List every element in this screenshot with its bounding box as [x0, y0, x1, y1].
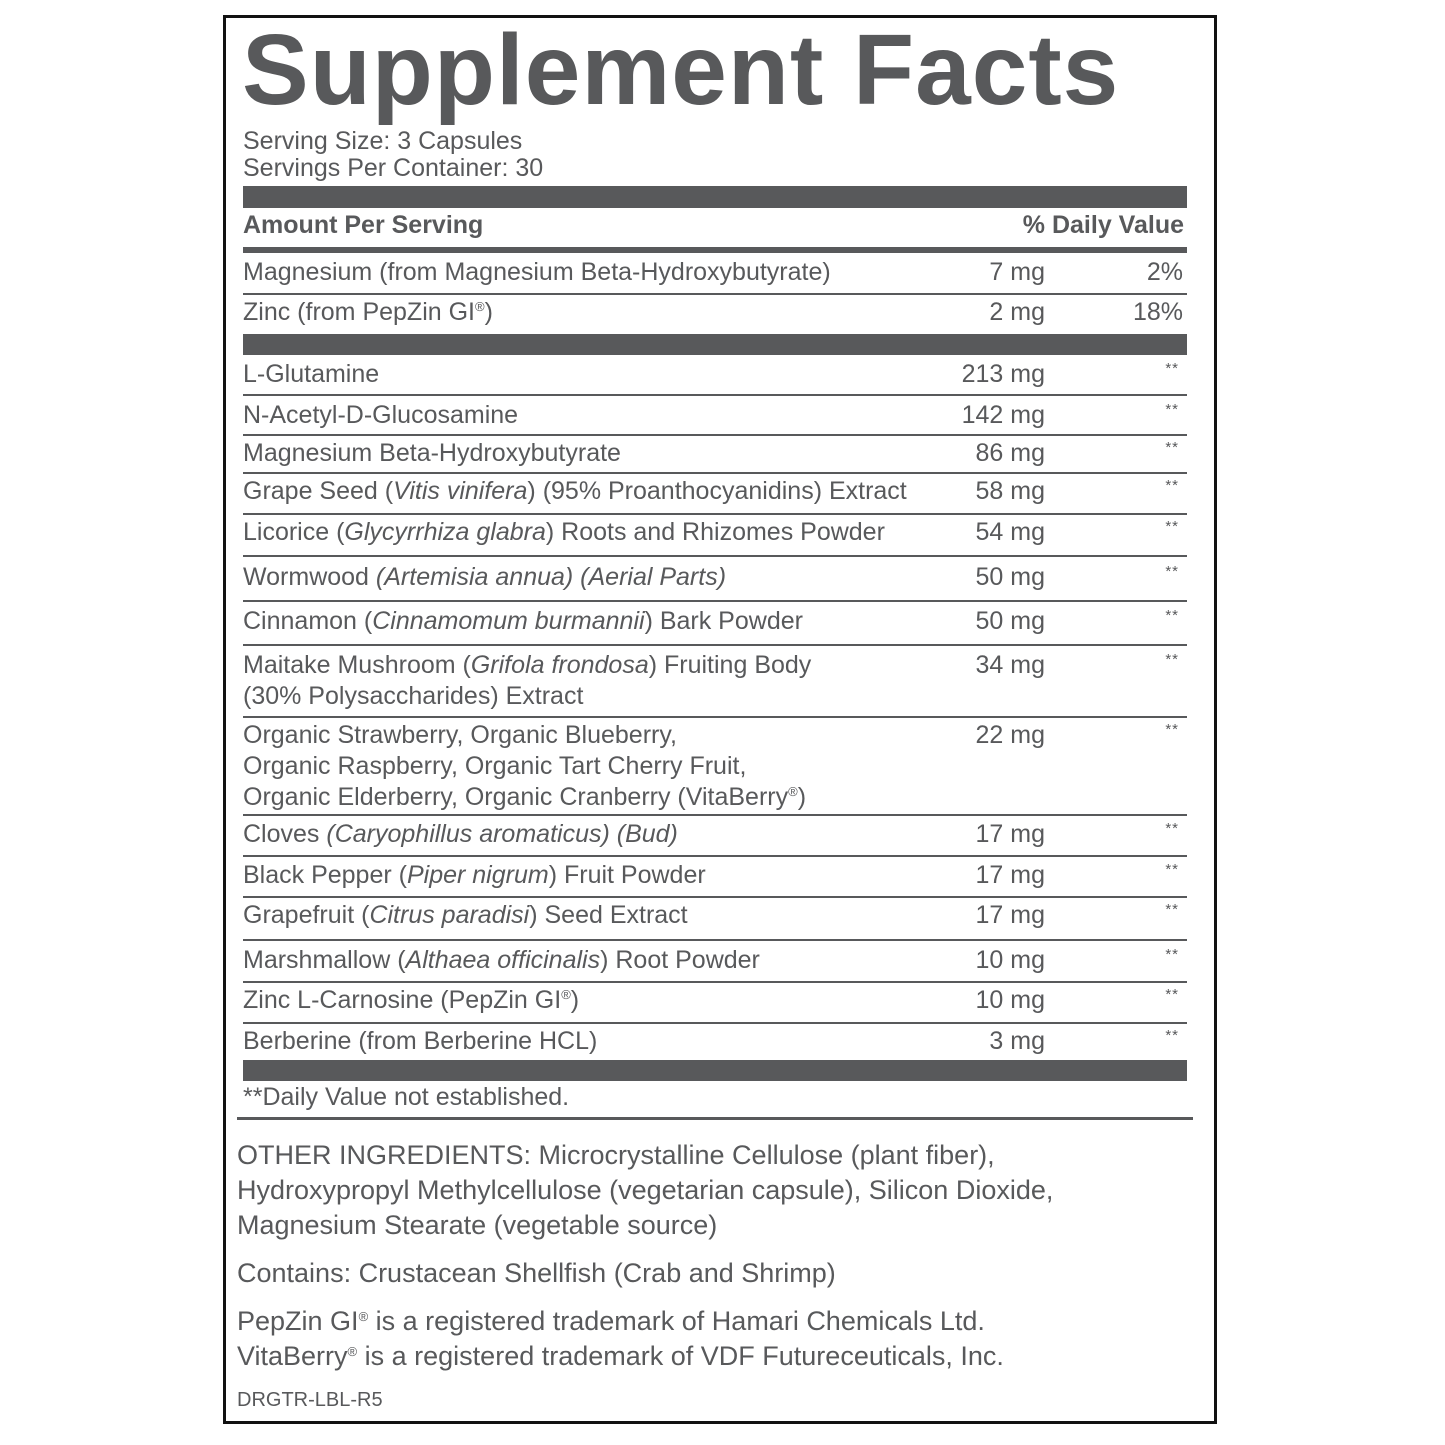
serving-size: Serving Size: 3 Capsules — [243, 127, 523, 155]
allergen-statement: Contains: Crustacean Shellfish (Crab and Shrimp) — [237, 1258, 836, 1288]
thick-divider — [243, 1060, 1187, 1081]
row-divider — [243, 939, 1187, 941]
row-divider — [243, 814, 1187, 816]
ingredient-amount: 58 mg — [975, 477, 1045, 505]
daily-value-not-established: ** — [1165, 563, 1179, 580]
footer-divider — [237, 1117, 1193, 1120]
row-divider — [243, 394, 1187, 396]
ingredient-amount: 10 mg — [975, 946, 1045, 974]
ingredient-name: Grapefruit (Citrus paradisi) Seed Extract — [243, 901, 688, 929]
row-divider — [243, 716, 1187, 718]
nutrient-name: Magnesium (from Magnesium Beta-Hydroxybutyrate) — [243, 258, 831, 286]
ingredient-name: Maitake Mushroom (Grifola frondosa) Fruiting Body (30% Polysaccharides) Extract — [243, 651, 812, 710]
ingredient-name: Licorice (Glycyrrhiza glabra) Roots and Rhizomes Powder — [243, 518, 885, 546]
ingredient-name: Cinnamon (Cinnamomum burmannii) Bark Powder — [243, 607, 803, 635]
ingredient-amount: 22 mg — [975, 721, 1045, 749]
ingredient-name: L-Glutamine — [243, 360, 380, 388]
ingredient-amount: 50 mg — [975, 563, 1045, 591]
label-code: DRGTR-LBL-R5 — [237, 1389, 383, 1411]
ingredient-amount: 3 mg — [989, 1027, 1045, 1055]
ingredient-amount: 34 mg — [975, 651, 1045, 679]
trademark-notices — [237, 1304, 1004, 1374]
row-divider — [243, 555, 1187, 557]
thick-divider — [243, 186, 1187, 208]
row-divider — [243, 600, 1187, 602]
ingredient-name: Magnesium Beta-Hydroxybutyrate — [243, 439, 621, 467]
nutrient-daily-value: 2% — [1146, 258, 1183, 286]
ingredient-amount: 17 mg — [975, 901, 1045, 929]
row-divider — [243, 644, 1187, 646]
nutrient-name: Zinc (from PepZin GI®) — [243, 298, 493, 326]
ingredient-name: Zinc L-Carnosine (PepZin GI®) — [243, 986, 580, 1014]
servings-per-container: Servings Per Container: 30 — [243, 154, 544, 182]
daily-value-not-established: ** — [1165, 986, 1179, 1003]
daily-value-not-established: ** — [1165, 477, 1179, 494]
trademark-pepzin: PepZin GI® is a registered trademark of Hamari Chemicals Ltd. — [237, 1306, 985, 1336]
trademark-vitaberry: VitaBerry® is a registered trademark of VDF Futureceuticals, Inc. — [237, 1341, 1004, 1371]
ingredient-amount: 17 mg — [975, 861, 1045, 889]
daily-value-not-established: ** — [1165, 820, 1179, 837]
row-divider — [243, 472, 1187, 474]
daily-value-heading: % Daily Value — [1022, 211, 1184, 239]
nutrient-amount: 2 mg — [989, 298, 1045, 326]
ingredient-name: Grape Seed (Vitis vinifera) (95% Proanthocyanidins) Extract — [243, 477, 907, 505]
footnote: **Daily Value not established. — [243, 1083, 570, 1111]
other-ingredients: OTHER INGREDIENTS: Microcrystalline Cellulose (plant fiber), Hydroxypropyl Methylcellulose (vegetarian capsule), Silicon Dioxide, Magnesium Stearate (vegetable source) — [237, 1140, 1054, 1240]
daily-value-not-established: ** — [1165, 518, 1179, 535]
ingredient-amount: 17 mg — [975, 820, 1045, 848]
nutrient-daily-value: 18% — [1132, 298, 1183, 326]
amount-per-serving-heading: Amount Per Serving — [243, 211, 484, 239]
medium-divider — [243, 247, 1187, 253]
daily-value-not-established: ** — [1165, 360, 1179, 377]
daily-value-not-established: ** — [1165, 946, 1179, 963]
row-divider — [243, 513, 1187, 515]
row-divider — [243, 1022, 1187, 1024]
row-divider — [243, 293, 1187, 295]
nutrient-amount: 7 mg — [989, 258, 1045, 286]
ingredient-name: Berberine (from Berberine HCL) — [243, 1027, 598, 1055]
daily-value-not-established: ** — [1165, 651, 1179, 668]
row-divider — [243, 855, 1187, 857]
label-title: Supplement Facts — [242, 14, 1120, 126]
table-header — [243, 213, 1184, 238]
ingredient-amount: 54 mg — [975, 518, 1045, 546]
ingredient-name: Organic Strawberry, Organic Blueberry, Organic Raspberry, Organic Tart Cherry Fruit, Organic Elderberry, Organic Cranberry (VitaBerry®) — [243, 721, 807, 811]
row-divider — [243, 981, 1187, 983]
ingredient-amount: 50 mg — [975, 607, 1045, 635]
ingredient-name: Marshmallow (Althaea officinalis) Root Powder — [243, 946, 760, 974]
ingredient-name: Wormwood (Artemisia annua) (Aerial Parts) — [243, 563, 727, 591]
ingredient-name: N-Acetyl-D-Glucosamine — [243, 401, 519, 429]
thick-divider — [243, 334, 1187, 355]
daily-value-not-established: ** — [1165, 721, 1179, 738]
row-divider — [243, 896, 1187, 898]
ingredient-amount: 10 mg — [975, 986, 1045, 1014]
row-divider — [243, 434, 1187, 436]
daily-value-not-established: ** — [1165, 1027, 1179, 1044]
daily-value-not-established: ** — [1165, 861, 1179, 878]
daily-value-not-established: ** — [1165, 901, 1179, 918]
ingredient-name: Black Pepper (Piper nigrum) Fruit Powder — [243, 861, 706, 889]
ingredient-amount: 86 mg — [975, 439, 1045, 467]
daily-value-not-established: ** — [1165, 401, 1179, 418]
ingredient-amount: 142 mg — [961, 401, 1045, 429]
ingredient-name: Cloves (Caryophillus aromaticus) (Bud) — [243, 820, 678, 848]
daily-value-not-established: ** — [1165, 439, 1179, 456]
ingredient-amount: 213 mg — [961, 360, 1045, 388]
daily-value-not-established: ** — [1165, 607, 1179, 624]
